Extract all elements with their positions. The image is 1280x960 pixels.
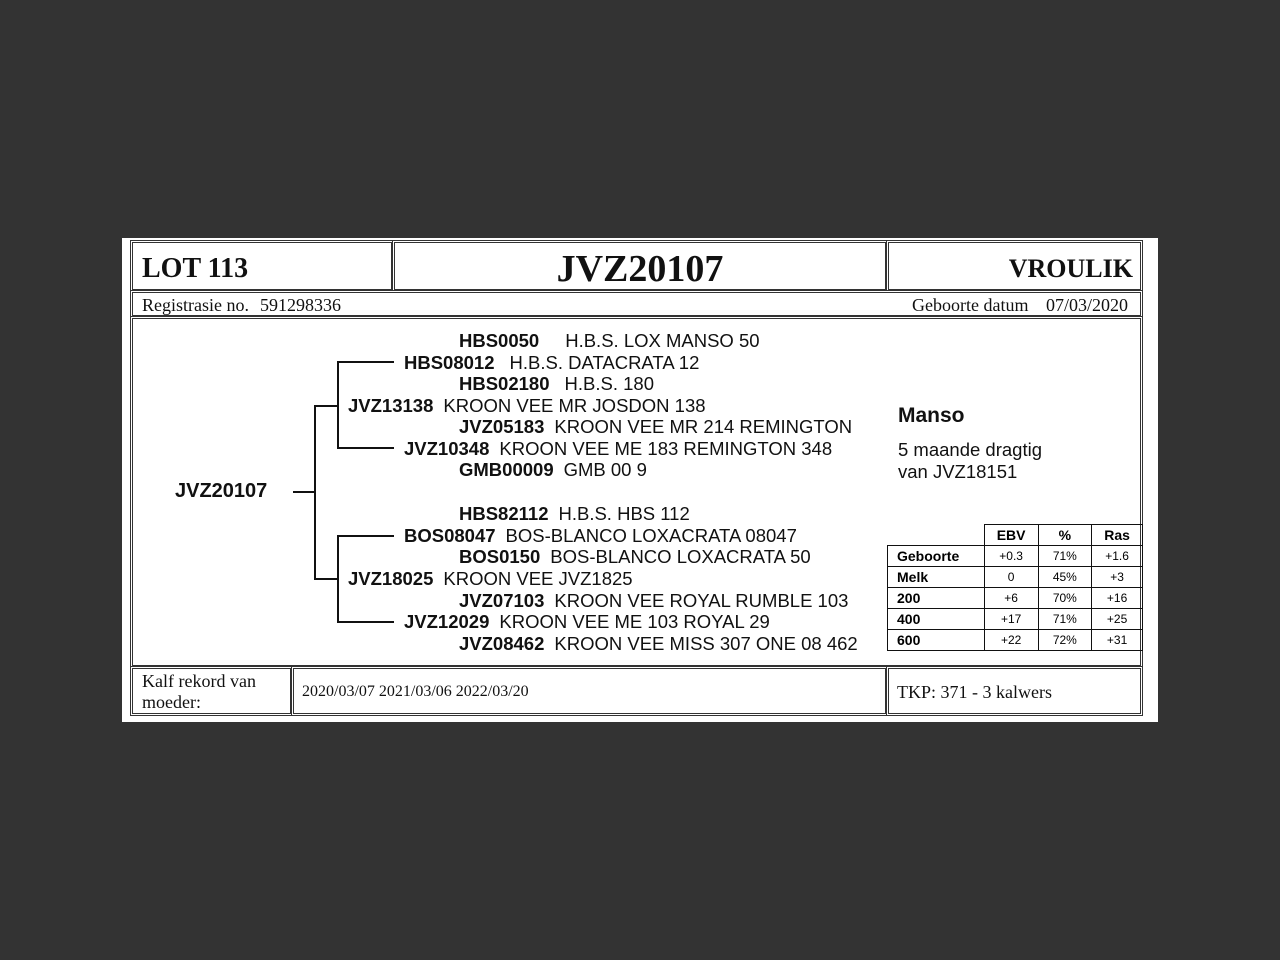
pedigree-entry: [404, 352, 699, 374]
pedigree-name: GMB 00 9: [563, 459, 647, 480]
pedigree-entry: [459, 503, 690, 525]
pedigree-id: HBS02180: [459, 373, 550, 394]
ebv-row: [888, 588, 1143, 609]
pedigree-name: KROON VEE MISS 307 ONE 08 462: [554, 633, 858, 654]
ebv-value: +0.3: [984, 546, 1038, 567]
pedigree-name: KROON VEE ROYAL RUMBLE 103: [554, 590, 849, 611]
pedigree-id: JVZ18025: [348, 568, 434, 589]
pedigree-entry: [459, 546, 811, 568]
tkp-value: TKP: 371 - 3 kalwers: [897, 682, 1052, 702]
ebv-row: [888, 630, 1143, 651]
pedigree-entry: [348, 395, 706, 417]
ebv-accuracy: 72%: [1038, 630, 1092, 651]
pedigree-entry: [459, 416, 852, 438]
sire-name: Manso: [898, 404, 965, 427]
ebv-row-label: Melk: [888, 567, 985, 588]
tkp-box: [886, 666, 1143, 716]
ras-header: Ras: [1092, 525, 1143, 546]
pedigree-name: KROON VEE MR 214 REMINGTON: [554, 416, 853, 437]
pedigree-id: JVZ07103: [459, 590, 545, 611]
gender: VROULIK: [1008, 254, 1133, 283]
ebv-accuracy: 45%: [1038, 567, 1092, 588]
pedigree-id: HBS0050: [459, 330, 540, 351]
lot-box: [130, 240, 394, 292]
ebv-value: +22: [984, 630, 1038, 651]
line-dam-top: [337, 535, 394, 537]
pedigree-entry: [404, 611, 770, 633]
calf-record-label-box: [130, 666, 293, 716]
root-animal-id: JVZ20107: [175, 480, 268, 502]
pedigree-id: BOS0150: [459, 546, 541, 567]
pedigree-id: JVZ10348: [404, 438, 490, 459]
ebv-header: EBV: [984, 525, 1038, 546]
pedigree-id: GMB00009: [459, 459, 554, 480]
ebv-value: +6: [984, 588, 1038, 609]
ebv-breed-avg: +16: [1092, 588, 1143, 609]
gender-box: [886, 240, 1143, 292]
pedigree-name: BOS-BLANCO LOXACRATA 08047: [505, 525, 797, 546]
ebv-row: [888, 546, 1143, 567]
ebv-row-label: Geboorte: [888, 546, 985, 567]
line-sire-bottom: [337, 447, 394, 449]
ebv-header-row: [888, 525, 1143, 546]
calf-record-label-line2: moeder:: [142, 692, 201, 712]
pedigree-name: KROON VEE ME 183 REMINGTON 348: [499, 438, 833, 459]
ebv-breed-avg: +25: [1092, 609, 1143, 630]
pedigree-id: HBS82112: [459, 503, 549, 524]
pedigree-id: HBS08012: [404, 352, 495, 373]
line-sire-top: [337, 361, 394, 363]
animal-id-box: [392, 240, 888, 292]
pedigree-id: JVZ12029: [404, 611, 490, 632]
pregnancy-sire: van JVZ18151: [898, 461, 1018, 482]
ebv-accuracy: 70%: [1038, 588, 1092, 609]
pedigree-id: JVZ05183: [459, 416, 545, 437]
lot-number: LOT 113: [142, 253, 249, 284]
pedigree-id: JVZ13138: [348, 395, 434, 416]
pedigree-name: BOS-BLANCO LOXACRATA 50: [550, 546, 811, 567]
pedigree-entry: [459, 373, 654, 395]
line-root: [293, 491, 315, 493]
pedigree-entry: [404, 438, 832, 460]
pedigree-entry: [404, 525, 797, 547]
ebv-breed-avg: +3: [1092, 567, 1143, 588]
calf-dates-box: [291, 666, 888, 716]
line-sire-vertical: [337, 361, 339, 449]
pedigree-name: H.B.S. HBS 112: [558, 503, 690, 524]
pedigree-entry: [459, 330, 760, 352]
registration-number: 591298336: [260, 295, 341, 315]
pedigree-id: JVZ08462: [459, 633, 545, 654]
pedigree-entry: [459, 633, 858, 655]
pedigree-entry: [459, 590, 848, 612]
pedigree-name: H.B.S. DATACRATA 12: [509, 352, 700, 373]
animal-id-title: JVZ20107: [556, 248, 724, 290]
registration-label: Registrasie no.: [142, 295, 249, 315]
pregnancy-status: 5 maande dragtig: [898, 439, 1042, 460]
ebv-table: [887, 524, 1143, 651]
pedigree-name: KROON VEE MR JOSDON 138: [443, 395, 706, 416]
registration-box: [130, 290, 1143, 318]
ebv-value: +17: [984, 609, 1038, 630]
birth-date: 07/03/2020: [1046, 295, 1129, 315]
ebv-breed-avg: +1.6: [1092, 546, 1143, 567]
ebv-row-label: 200: [888, 588, 985, 609]
lot-card: [122, 238, 1158, 722]
pedigree-name: H.B.S. 180: [564, 373, 654, 394]
pedigree-name: KROON VEE ME 103 ROYAL 29: [499, 611, 770, 632]
pedigree-entry: [459, 459, 647, 481]
line-dam-bottom: [337, 621, 394, 623]
ebv-row-label: 400: [888, 609, 985, 630]
pct-header: %: [1038, 525, 1092, 546]
birth-date-label: Geboorte datum: [912, 295, 1029, 315]
calf-dates: 2020/03/07 2021/03/06 2022/03/20: [302, 683, 529, 700]
pedigree-name: KROON VEE JVZ1825: [443, 568, 633, 589]
line-dam-vertical: [337, 535, 339, 623]
ebv-accuracy: 71%: [1038, 609, 1092, 630]
line-sire-stub: [314, 405, 338, 407]
line-dam-stub: [314, 578, 338, 580]
pedigree-id: BOS08047: [404, 525, 496, 546]
calf-record-label-line1: Kalf rekord van: [142, 671, 256, 691]
line-root-vertical: [314, 405, 316, 580]
ebv-row: [888, 567, 1143, 588]
pedigree-entry: [348, 568, 633, 590]
ebv-row: [888, 609, 1143, 630]
ebv-row-label: 600: [888, 630, 985, 651]
ebv-value: 0: [984, 567, 1038, 588]
ebv-breed-avg: +31: [1092, 630, 1143, 651]
ebv-accuracy: 71%: [1038, 546, 1092, 567]
pedigree-name: H.B.S. LOX MANSO 50: [565, 330, 760, 351]
